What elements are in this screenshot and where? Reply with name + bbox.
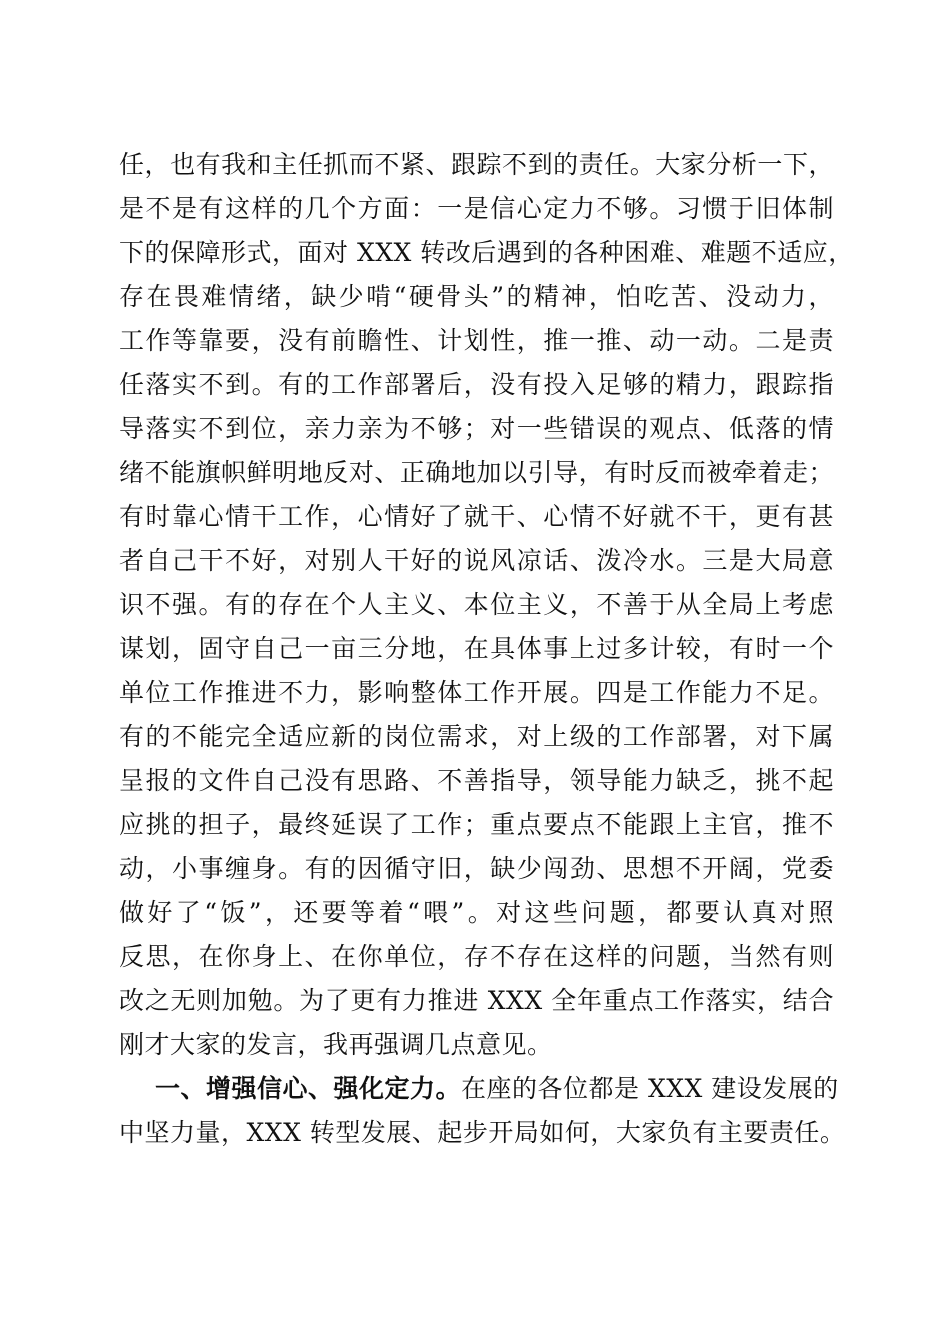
text-line: 有的不能完全适应新的岗位需求，对上级的工作部署，对下属: [119, 722, 834, 751]
text-line: 改之无则加勉。为了更有力推进 XXX 全年重点工作落实，结合: [119, 986, 834, 1015]
text-line: 动，小事缠身。有的因循守旧，缺少闯劲、思想不开阔，党委: [119, 854, 834, 883]
text-line: 中坚力量，XXX 转型发展、起步开局如何，大家负有主要责任。: [119, 1118, 846, 1147]
text-line: 谋划，固守自己一亩三分地，在具体事上过多计较，有时一个: [119, 634, 834, 663]
text-line: 识不强。有的存在个人主义、本位主义，不善于从全局上考虑: [119, 590, 834, 619]
text-line: 刚才大家的发言，我再强调几点意见。: [119, 1030, 553, 1059]
text-line: 做好了“饭”，还要等着“喂”。对这些问题，都要认真对照: [119, 898, 834, 927]
text-line: 反思，在你身上、在你单位，存不存在这样的问题，当然有则: [119, 942, 834, 971]
text-line: 任，也有我和主任抓而不紧、跟踪不到的责任。大家分析一下，: [119, 150, 834, 179]
section-1-heading: 一、增强信心、强化定力。: [155, 1074, 462, 1103]
section-1: [119, 1067, 846, 1155]
text-line: 是不是有这样的几个方面：一是信心定力不够。习惯于旧体制: [119, 194, 834, 223]
body-text: [119, 143, 854, 1155]
text-line: 导落实不到位，亲力亲为不够；对一些错误的观点、低落的情: [119, 414, 834, 443]
text-line: 单位工作推进不力，影响整体工作开展。四是工作能力不足。: [119, 678, 834, 707]
text-line: 下的保障形式，面对 XXX 转改后遇到的各种困难、难题不适应，: [119, 238, 854, 267]
text-line: 存在畏难情绪，缺少啃“硬骨头”的精神，怕吃苦、没动力，: [119, 282, 834, 311]
text-line: 工作等靠要，没有前瞻性、计划性，推一推、动一动。二是责: [119, 326, 834, 355]
text-line: 绪不能旗帜鲜明地反对、正确地加以引导，有时反而被牵着走；: [119, 458, 834, 487]
text-line: 呈报的文件自己没有思路、不善指导，领导能力缺乏，挑不起: [119, 766, 834, 795]
section-1-intro: 在座的各位都是 XXX 建设发展的: [461, 1074, 839, 1103]
text-line: 应挑的担子，最终延误了工作；重点要点不能跟上主官，推不: [119, 810, 834, 839]
text-line: 任落实不到。有的工作部署后，没有投入足够的精力，跟踪指: [119, 370, 834, 399]
paragraph-1: [119, 143, 854, 1067]
text-line: 有时靠心情干工作，心情好了就干、心情不好就不干，更有甚: [119, 502, 834, 531]
text-line: 者自己干不好，对别人干好的说风凉话、泼冷水。三是大局意: [119, 546, 834, 575]
section-1-first-line: [119, 1067, 839, 1111]
